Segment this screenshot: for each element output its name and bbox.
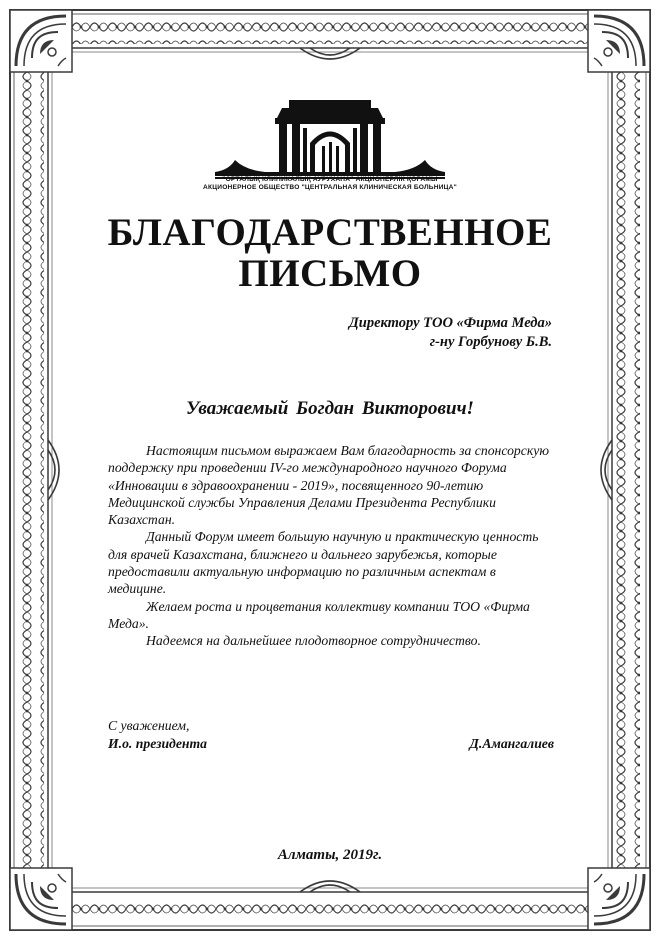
document-title-line1: БЛАГОДАРСТВЕННОЕ (107, 211, 553, 254)
signer-name: Д.Амангалиев (469, 736, 554, 751)
body-paragraph: Настоящим письмом выражаем Вам благодарность за спонсорскую поддержку при проведении IV-го международного научного Форума «Инновации в здравоохранении - 2019», посвященного 90-летию Медицинской службы Управления Делами Президента Республики Казахстан. (108, 443, 549, 528)
closing-phrase: С уважением, (108, 718, 190, 733)
letter-body (108, 442, 556, 650)
salutation: Уважаемый Богдан Викторович! (186, 398, 474, 419)
city-and-year: Алматы, 2019г. (277, 847, 383, 863)
addressee-line2: г-ну Горбунову Б.В. (429, 334, 552, 350)
signer-position: И.о. президента (108, 736, 208, 751)
body-paragraph: Надеемся на дальнейшее плодотворное сотрудничество. (146, 633, 481, 649)
document-title-line2: ПИСЬМО (238, 252, 422, 295)
addressee-line1: Директору ТОО «Фирма Меда» (348, 315, 552, 331)
body-paragraph: Желаем роста и процветания коллективу компании ТОО «Фирма Меда». (108, 598, 530, 631)
body-paragraph: Данный Форум имеет большую научную и практическую ценность для врачей Казахстана, ближнего и дальнего зарубежья, которые предоставили актуальную информацию по различным аспектам в медицине. (108, 529, 539, 597)
organization-name-russian: АКЦИОНЕРНОЕ ОБЩЕСТВО "ЦЕНТРАЛЬНАЯ КЛИНИЧЕСКАЯ БОЛЬНИЦА" (203, 184, 457, 191)
organization-name-kazakh: "ОРТАЛЫҚ КЛИНИКАЛЫҚ АУРУХАНА" АКЦИОНЕРЛІК ҚОҒАМЫ (222, 176, 438, 183)
